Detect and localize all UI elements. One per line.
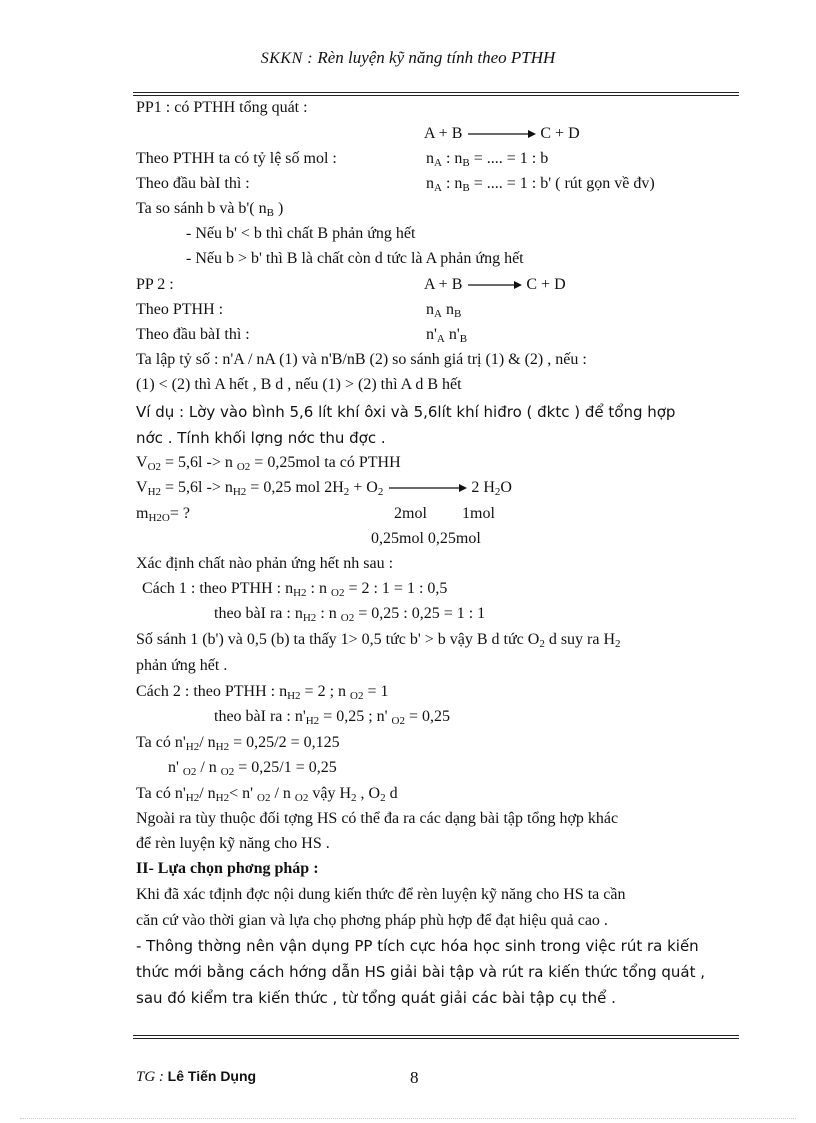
page-number: 8 <box>410 1068 419 1087</box>
text-line: Theo PTHH ta có tỷ lệ số mol : <box>136 150 337 167</box>
text-line: để rèn luyện kỹ năng cho HS . <box>136 835 330 852</box>
ratio-line: $n_A$ : $n_B$ = .... = 1 : b <box>426 150 549 169</box>
text-line: Theo PTHH : <box>136 301 224 318</box>
mol-1: 1mol <box>462 505 495 522</box>
calc-line: n' $_{O2}$ / n $_{O2}$ = 0,25/1 = 0,25 <box>168 759 337 778</box>
text-line: sau đó kiểm tra kiến thức , từ tổng quát giải các bài tập cụ thể . <box>136 989 616 1007</box>
text-line: - Thông thờng nên vận dụng PP tích cực hóa học sinh trong việc rút ra kiến <box>136 937 699 955</box>
text-line: Ngoài ra tùy thuộc đối tợng HS có thể đa ra các dạng bài tập tổng hợp khác <box>136 810 619 827</box>
footer-rule-bottom <box>133 1038 739 1039</box>
calc-line: Cách 2 : theo PTHH : $n_{H2} = 2$ ; n $_{O2}$ = 1 <box>136 683 389 702</box>
text-line: Xác định chất nào phản ứng hết nh sau : <box>136 555 394 572</box>
arrow-icon <box>466 280 522 290</box>
text-line: nớc . Tính khối lợng nớc thu đợc . <box>136 429 386 447</box>
calc-line: Ta có $n'_{H2}/$ $n_{H2} = 0,25/2 = 0,125$ <box>136 734 340 753</box>
calc-line: theo bàI ra : $n'_{H2} = 0,25$ ; n' $_{O2}$ = 0,25 <box>214 708 451 727</box>
calc-line: theo bàI ra : $n_{H2}$ : n $_{O2}$ = 0,25 : 0,25 = 1 : 1 <box>214 605 486 624</box>
text-line: - Nếu b > b' thì B là chất còn d tức là A phản ứng hết <box>186 250 524 267</box>
arrow-icon <box>387 483 467 493</box>
section-heading: II- Lựa chọn phơng pháp : <box>136 860 319 877</box>
header-rule-bottom <box>133 95 739 96</box>
mol-values: 0,25mol 0,25mol <box>371 530 481 547</box>
text-line: căn cứ vào thời gian và lựa chọ phơng pháp phù hợp để đạt hiệu quả cao . <box>136 912 608 929</box>
footer-rule-top <box>133 1035 739 1036</box>
calc-line: $V_{H2} = 5,6l -> n_{H2} = 0,25$ mol $2H_2 + O_2$ 2 $H_2O$ <box>136 479 512 498</box>
text-line: Ta so sánh b và b'( $n_B$ ) <box>136 200 284 219</box>
header-rule-top <box>133 92 739 93</box>
text-line: PP1 : có PTHH tổng quát : <box>136 99 308 116</box>
page-bottom-divider <box>20 1118 796 1119</box>
text-line: Ví dụ : Lờy vào bình 5,6 lít khí ôxi và 5,6lít khí hiđro ( đktc ) để tổng hợp <box>136 403 676 421</box>
header-title: Rèn luyện kỹ năng tính theo PTHH <box>317 48 556 67</box>
text-line: thức mới bằng cách hớng dẫn HS giải bài tập và rút ra kiến thức tổng quát , <box>136 963 706 981</box>
calc-line: $m_{H2O}=$ ? <box>136 505 190 524</box>
header-sk: SKKN : <box>260 50 314 67</box>
equation-pp1: A + B C + D <box>424 125 580 142</box>
calc-line: Cách 1 : theo PTHH : $n_{H2}$ : n $_{O2}$ = 2 : 1 = 1 : 0,5 <box>142 580 448 599</box>
text-line: - Nếu b' < b thì chất B phản ứng hết <box>186 225 416 242</box>
mol-symbols: $n'_A$ $n'_B$ <box>426 326 468 345</box>
text-line: Số sánh 1 (b') và 0,5 (b) ta thấy 1> 0,5 tức b' > b vậy B d tức $O_2$ d suy ra $H_2$ <box>136 631 621 650</box>
text-line: Theo đầu bàI thì : <box>136 326 250 343</box>
text-line: Theo đầu bàI thì : <box>136 175 250 192</box>
footer-author: TG : Lê Tiến Dụng <box>136 1068 257 1085</box>
ratio-line: $n_A$ : $n_B$ = .... = 1 : b' ( rút gọn về đv) <box>426 175 655 194</box>
text-line: Khi đã xác tđịnh đợc nội dung kiến thức để rèn luyện kỹ năng cho HS ta cần <box>136 886 626 903</box>
text-line: (1) < (2) thì A hết , B d , nếu (1) > (2) thì A d B hết <box>136 376 462 393</box>
equation-pp2: A + B C + D <box>424 276 566 293</box>
text-line: Ta lập tỷ số : n'A / nA (1) và n'B/nB (2) so sánh giá trị (1) & (2) , nếu : <box>136 351 587 368</box>
mol-symbols: $n_A$ $n_B$ <box>426 301 462 320</box>
calc-line: Ta có $n'_{H2}/$ $n_{H2}< n'$ $_{O2}$ / n $_{O2}$ vậy $H_2$ , $O_2$ d <box>136 785 398 804</box>
text-line: phản ứng hết . <box>136 657 228 674</box>
page-header <box>0 48 816 68</box>
arrow-icon <box>466 129 536 139</box>
text-line: PP 2 : <box>136 276 174 293</box>
calc-line: $V_{O2} = 5,6l -> n$ $_{O2}$ = 0,25mol ta có PTHH <box>136 454 401 473</box>
mol-2: 2mol <box>394 505 427 522</box>
